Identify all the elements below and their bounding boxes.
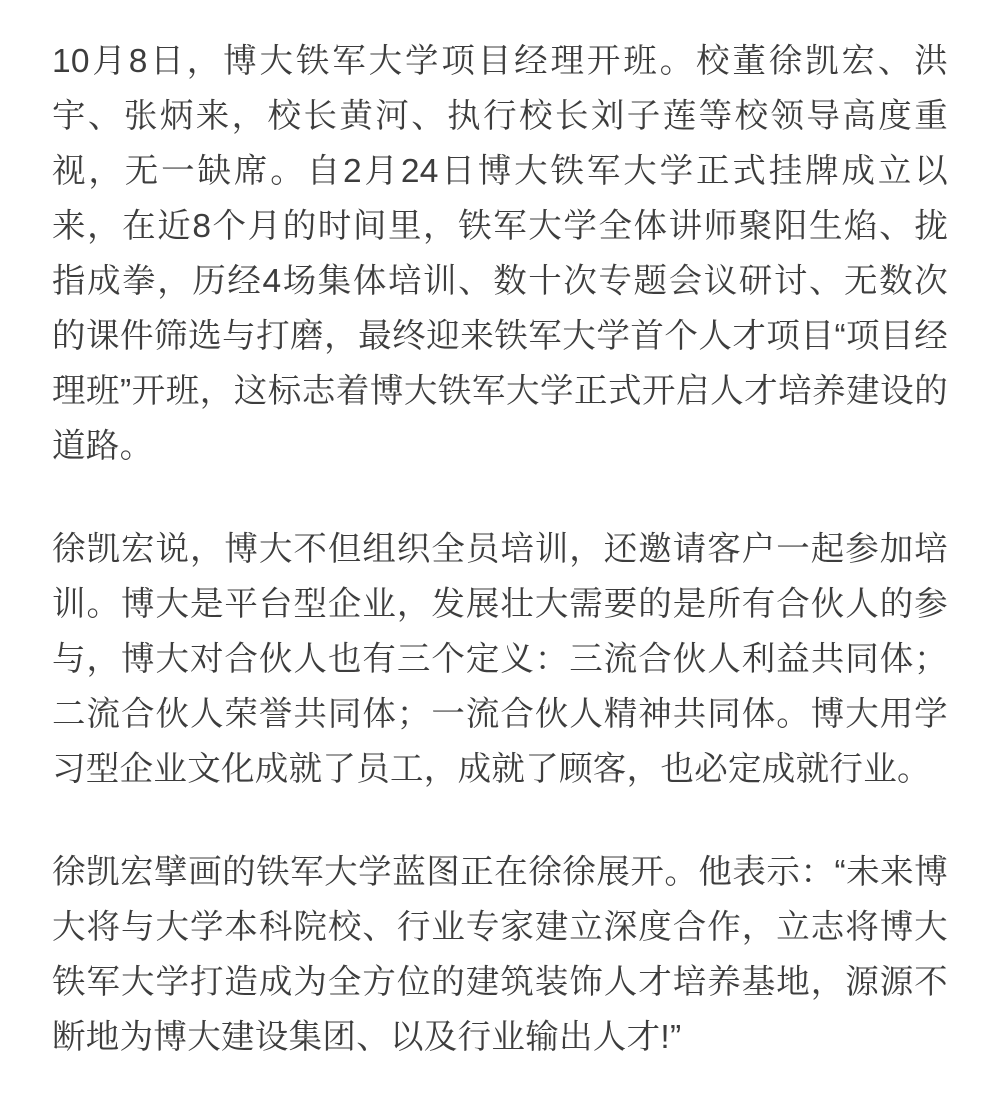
article-paragraph-2: 徐凯宏说，博大不但组织全员培训，还邀请客户一起参加培训。博大是平台型企业，发展壮大需要的是所有合伙人的参与，博大对合伙人也有三个定义：三流合伙人利益共同体；二流合伙人荣誉共同体；一流合伙人精神共同体。博大用学习型企业文化成就了员工，成就了顾客，也必定成就行业。 — [52, 531, 948, 788]
article-paragraph-3: 徐凯宏擘画的铁军大学蓝图正在徐徐展开。他表示：“未来博大将与大学本科院校、行业专家建立深度合作，立志将博大铁军大学打造成为全方位的建筑装饰人才培养基地，源源不断地为博大建设集团、以及行业输出人才!” — [52, 854, 948, 1056]
article-paragraph-1: 10月8日，博大铁军大学项目经理开班。校董徐凯宏、洪宇、张炳来，校长黄河、执行校长刘子莲等校领导高度重视，无一缺席。自2月24日博大铁军大学正式挂牌成立以来，在近8个月的时间里，铁军大学全体讲师聚阳生焰、拢指成拳，历经4场集体培训、数十次专题会议研讨、无数次的课件筛选与打磨，最终迎来铁军大学首个人才项目“项目经理班”开班，这标志着博大铁军大学正式开启人才培养建设的道路。 — [52, 43, 948, 465]
